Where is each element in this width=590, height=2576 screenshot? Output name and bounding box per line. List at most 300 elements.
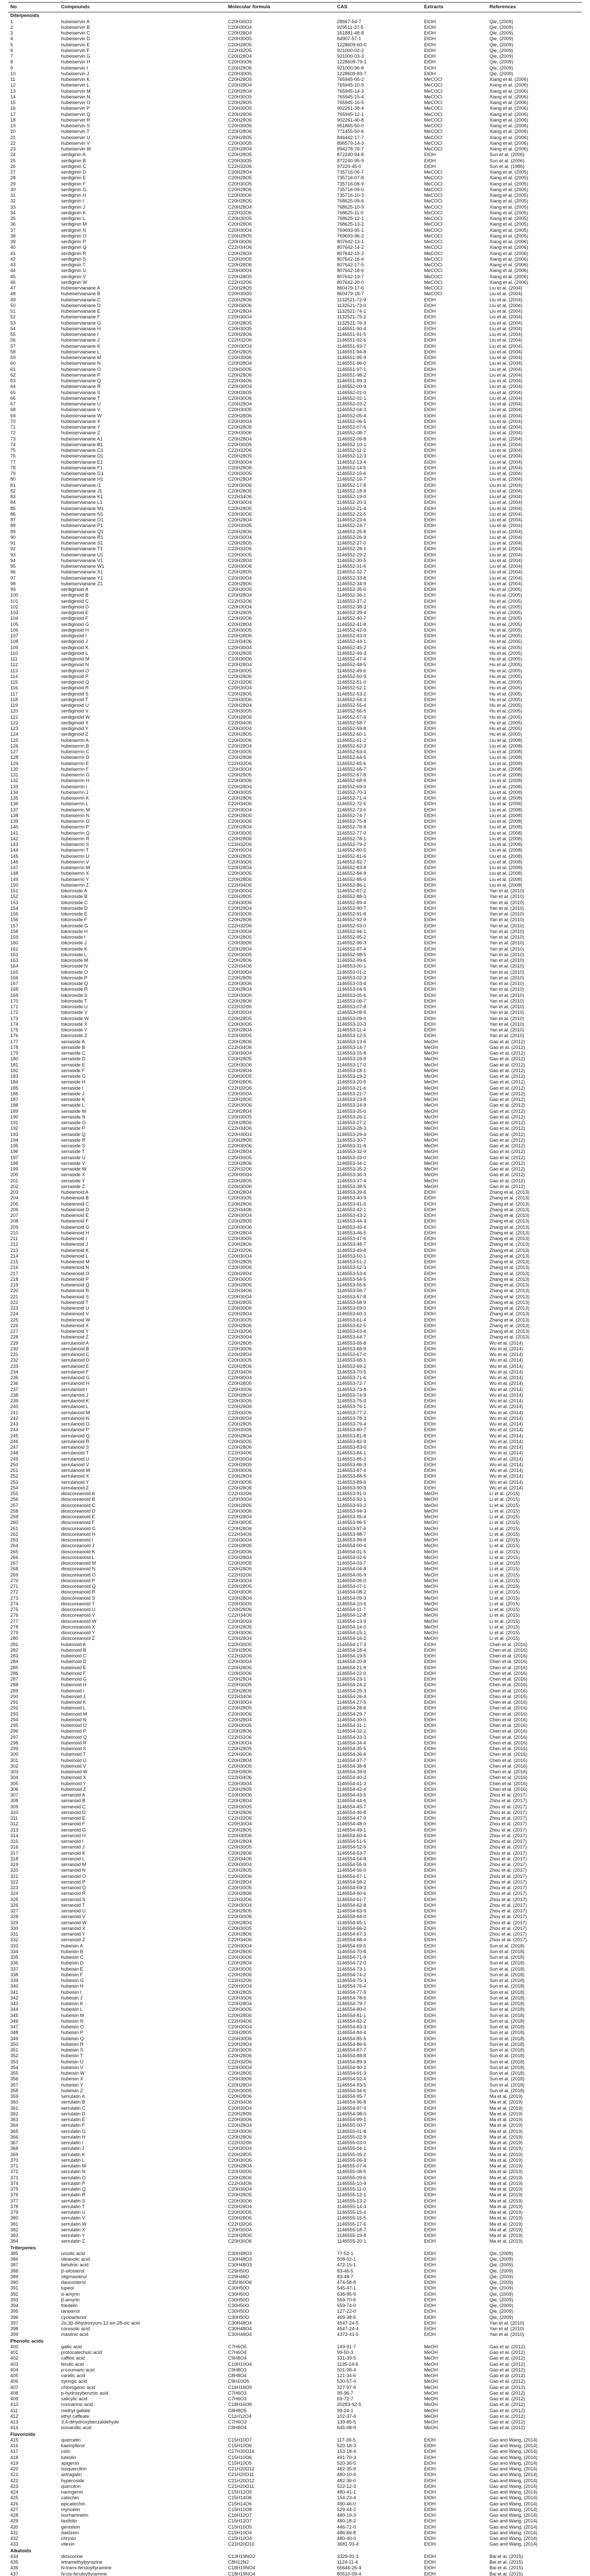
reference: Li et al. (2015) bbox=[489, 1595, 520, 1601]
cas-number: 1146554-82-2 bbox=[336, 2018, 366, 2024]
cas-number: 1146552-76-9 bbox=[336, 824, 366, 830]
compound-name: taraxerol bbox=[61, 2309, 80, 2314]
molecular-formula: C20H28O5 bbox=[228, 1056, 252, 1062]
row-no: 245 bbox=[10, 1433, 19, 1438]
reference: Liu et al. (2008) bbox=[489, 755, 522, 760]
molecular-formula: C22H32O6 bbox=[228, 1816, 252, 1821]
reference: Xiang et al. (2006) bbox=[489, 94, 528, 99]
compound-name: hubeiservin V bbox=[61, 140, 90, 146]
table-row bbox=[8, 1138, 582, 1143]
row-no: 203 bbox=[10, 1190, 19, 1195]
cas-number: 1146553-12-5 bbox=[336, 1033, 366, 1039]
row-no: 146 bbox=[10, 859, 19, 865]
table-row bbox=[8, 2455, 582, 2461]
molecular-formula: C20H30O6 bbox=[228, 2036, 252, 2041]
compound-name: kaempferol bbox=[61, 2443, 85, 2448]
compound-name: hubeiservin K bbox=[61, 77, 90, 82]
compound-name: hubeienoid X bbox=[61, 1323, 89, 1328]
extract: EtOH bbox=[424, 2094, 436, 2099]
molecular-formula: C15H10O5 bbox=[228, 2524, 252, 2530]
cas-number: 1146554-85-5 bbox=[336, 2036, 366, 2041]
table-row bbox=[8, 1155, 582, 1161]
molecular-formula: C22H34O6 bbox=[228, 1450, 252, 1456]
extract: MeOH bbox=[424, 1589, 438, 1595]
table-row bbox=[8, 1566, 582, 1572]
compound-name: tokoroside M bbox=[61, 958, 89, 963]
table-row bbox=[8, 2536, 582, 2541]
reference: Chen et al. (2016) bbox=[489, 1786, 528, 1792]
compound-name: α-amyrin bbox=[61, 2291, 80, 2297]
reference: Sun et al. (2018) bbox=[489, 2053, 525, 2059]
extract: EtOH bbox=[424, 2460, 436, 2466]
cas-number: 1146554-30-0 bbox=[336, 1717, 366, 1722]
molecular-formula: C20H30O6 bbox=[228, 1995, 252, 2001]
reference: Sun et al. (2006) bbox=[489, 158, 525, 163]
table-row bbox=[8, 2396, 582, 2402]
compound-name: hubeiserrin J bbox=[61, 789, 89, 795]
row-no: 14 bbox=[10, 94, 16, 99]
reference: Qie, (2009) bbox=[489, 2303, 513, 2308]
row-no: 93 bbox=[10, 552, 16, 557]
molecular-formula: C20H30O5 bbox=[228, 952, 252, 957]
compound-name: serranoid I bbox=[61, 1839, 84, 1844]
reference: Xiang et al. (2006) bbox=[489, 77, 528, 82]
compound-name: serrulanoid Y bbox=[61, 1479, 89, 1485]
reference: Wu et al. (2014) bbox=[489, 1340, 524, 1346]
table-row bbox=[8, 1473, 582, 1479]
reference: Xiang et al. (2006) bbox=[489, 146, 528, 151]
compound-name: hubeiservin A bbox=[61, 19, 90, 24]
cas-number: 1146554-09-3 bbox=[336, 1595, 366, 1601]
molecular-formula: C22H32O6 bbox=[228, 680, 252, 685]
extract: EtOH bbox=[424, 1010, 436, 1015]
reference: Chen et al. (2016) bbox=[489, 1717, 528, 1722]
extract: MeCOCl bbox=[424, 181, 443, 187]
table-row bbox=[8, 1821, 582, 1827]
molecular-formula: C22H32O6 bbox=[228, 1978, 252, 1983]
compound-name: serranoid X bbox=[61, 1925, 86, 1931]
extract: MeOH bbox=[424, 1178, 438, 1183]
cas-number: 1146554-95-7 bbox=[336, 2094, 366, 2099]
reference: Qie, (2009) bbox=[489, 65, 513, 71]
header-no: No bbox=[8, 3, 59, 12]
table-row bbox=[8, 824, 582, 830]
reference: Xiang et al. (2005) bbox=[489, 193, 528, 198]
table-row bbox=[8, 610, 582, 616]
molecular-formula: C20H28O6 bbox=[228, 1769, 252, 1774]
molecular-formula: C20H30O6 bbox=[228, 1224, 252, 1230]
extract: EtOH bbox=[424, 302, 436, 308]
cas-number: 1146554-90-2 bbox=[336, 2064, 366, 2070]
reference: Chen et al. (2016) bbox=[489, 1653, 528, 1658]
row-no: 23 bbox=[10, 146, 16, 151]
reference: Zhang et al. (2013) bbox=[489, 1213, 530, 1218]
molecular-formula: C30H48O3 bbox=[228, 2250, 252, 2256]
row-no: 379 bbox=[10, 2210, 19, 2215]
compound-name: hubeiservianane P bbox=[61, 372, 100, 378]
molecular-formula: C20H30O6 bbox=[228, 616, 252, 621]
table-row bbox=[8, 425, 582, 430]
molecular-formula: C20H30O5 bbox=[228, 1195, 252, 1201]
row-no: 225 bbox=[10, 1317, 19, 1323]
table-row bbox=[8, 82, 582, 88]
reference: Wu et al. (2014) bbox=[489, 1450, 524, 1456]
molecular-formula: C20H30O6 bbox=[228, 2157, 252, 2163]
row-no: 125 bbox=[10, 737, 19, 743]
row-no: 46 bbox=[10, 279, 16, 285]
extract: EtOH bbox=[424, 2285, 436, 2291]
table-row bbox=[8, 1143, 582, 1149]
cas-number: 1146552-69-0 bbox=[336, 784, 366, 789]
reference: Yan et al. (2010) bbox=[489, 958, 525, 963]
table-row bbox=[8, 813, 582, 819]
extract: EtOH bbox=[424, 1844, 436, 1850]
row-no: 436 bbox=[10, 2565, 19, 2571]
cas-number: 1146555-02-9 bbox=[336, 2134, 366, 2140]
extract: EtOH bbox=[424, 2262, 436, 2268]
compound-name: tokoroside J bbox=[61, 940, 87, 946]
table-row bbox=[8, 344, 582, 349]
extract: EtOH bbox=[424, 616, 436, 621]
compound-name: hubeiservin D bbox=[61, 36, 90, 42]
row-no: 302 bbox=[10, 1763, 19, 1769]
row-no: 47 bbox=[10, 285, 16, 291]
compound-name: tokoroside G bbox=[61, 923, 88, 928]
reference: Liu et al. (2008) bbox=[489, 743, 522, 749]
molecular-formula: C11H12O4 bbox=[228, 2413, 251, 2419]
table-row bbox=[8, 2198, 582, 2204]
compound-name: serranoid F bbox=[61, 1821, 86, 1827]
extract: MeOH bbox=[424, 2396, 438, 2401]
row-no: 95 bbox=[10, 564, 16, 569]
compound-name: serrulanoid W bbox=[61, 1468, 91, 1473]
molecular-formula: C20H30O6 bbox=[228, 1143, 252, 1148]
cas-number: 77-52-1 bbox=[336, 2250, 353, 2256]
cas-number: 1146553-49-8 bbox=[336, 1247, 366, 1253]
cas-number: 1146552-60-1 bbox=[336, 732, 366, 737]
cas-number: 1146554-53-7 bbox=[336, 1850, 366, 1856]
reference: Qie, (2009) bbox=[489, 2268, 513, 2274]
cas-number: 1146552-30-5 bbox=[336, 557, 366, 563]
table-row bbox=[8, 1810, 582, 1816]
cas-number: 1146554-57-1 bbox=[336, 1873, 366, 1879]
cas-number: 1146553-56-7 bbox=[336, 1288, 366, 1294]
molecular-formula: C20H30O6 bbox=[228, 2239, 252, 2244]
cas-number: 1146552-68-9 bbox=[336, 778, 366, 784]
table-row bbox=[8, 1630, 582, 1636]
reference: Chen et al. (2016) bbox=[489, 1740, 528, 1745]
extract: EtOH bbox=[424, 1236, 436, 1241]
cas-number: 1146552-90-7 bbox=[336, 905, 366, 911]
row-no: 395 bbox=[10, 2309, 19, 2314]
extract: MeCOCl bbox=[424, 106, 443, 111]
extract: EtOH bbox=[424, 1978, 436, 1983]
extract: EtOH bbox=[424, 2274, 436, 2279]
table-row bbox=[8, 2129, 582, 2134]
extract: EtOH bbox=[424, 1242, 436, 1247]
molecular-formula: C20H28O4 bbox=[228, 204, 252, 210]
molecular-formula: C20H30O5 bbox=[228, 1844, 252, 1850]
extract: EtOH bbox=[424, 1723, 436, 1728]
extract: EtOH bbox=[424, 1711, 436, 1717]
reference: Qie, (2009) bbox=[489, 59, 513, 65]
reference: Xiang et al. (2006) bbox=[489, 106, 528, 111]
molecular-formula: C20H30O4 bbox=[228, 343, 252, 349]
compound-name: hubeienoid C bbox=[61, 1201, 89, 1207]
table-row bbox=[8, 1984, 582, 1989]
cas-number: 1146553-28-3 bbox=[336, 1126, 366, 1131]
row-no: 182 bbox=[10, 1067, 19, 1073]
cas-number: 20283-92-5 bbox=[336, 2402, 361, 2408]
row-no: 153 bbox=[10, 900, 19, 905]
reference: Li et al. (2015) bbox=[489, 1566, 520, 1572]
table-row bbox=[8, 599, 582, 604]
extract: EtOH bbox=[424, 732, 436, 737]
reference: Sun et al. (2018) bbox=[489, 1978, 525, 1983]
row-no: 109 bbox=[10, 645, 19, 650]
compound-name: hubeiserrin X bbox=[61, 871, 89, 876]
compound-name: hubeinoid G bbox=[61, 1676, 87, 1682]
row-no: 213 bbox=[10, 1247, 19, 1253]
table-row bbox=[8, 1341, 582, 1346]
extract: MeOH bbox=[424, 2344, 438, 2349]
cas-number: 1146552-71-4 bbox=[336, 795, 366, 801]
reference: Sun et al. (2018) bbox=[489, 1989, 525, 1995]
extract: EtOH bbox=[424, 326, 436, 331]
row-no: 389 bbox=[10, 2274, 19, 2279]
molecular-formula: C20H30O4 bbox=[228, 1091, 252, 1096]
cas-number: 1146554-83-3 bbox=[336, 2024, 366, 2029]
reference: Ma et al. (2019) bbox=[489, 2117, 523, 2122]
compound-name: hubeisin U bbox=[61, 2059, 84, 2064]
reference: Yan et al. (2010) bbox=[489, 940, 525, 946]
row-no: 334 bbox=[10, 1948, 19, 1954]
table-row bbox=[8, 245, 582, 250]
row-no: 247 bbox=[10, 1445, 19, 1450]
reference: Zhou et al. (2017) bbox=[489, 1862, 527, 1867]
table-row bbox=[8, 71, 582, 77]
cas-number: 1146554-92-4 bbox=[336, 2076, 366, 2082]
row-no: 62 bbox=[10, 372, 16, 378]
reference: Ma et al. (2019) bbox=[489, 2099, 523, 2105]
compound-name: hubeisin R bbox=[61, 2041, 84, 2047]
table-row bbox=[8, 1074, 582, 1079]
molecular-formula: C20H28O6 bbox=[228, 836, 252, 841]
table-row bbox=[8, 940, 582, 946]
row-no: 370 bbox=[10, 2157, 19, 2163]
reference: Qie, (2009) bbox=[489, 2280, 513, 2285]
table-row bbox=[8, 604, 582, 610]
compound-name: daucosterol bbox=[61, 2280, 86, 2285]
extract: EtOH bbox=[424, 1247, 436, 1253]
compound-name: hubeinoid N bbox=[61, 1717, 87, 1722]
cas-number: 1146553-91-0 bbox=[336, 1491, 366, 1496]
compound-name: hubeiservin P bbox=[61, 106, 90, 111]
molecular-formula: C20H28O4 bbox=[228, 1717, 252, 1722]
row-no: 246 bbox=[10, 1438, 19, 1444]
compound-name: serdiginoid R bbox=[61, 685, 89, 691]
cas-number: 1146554-35-5 bbox=[336, 1746, 366, 1751]
row-no: 54 bbox=[10, 326, 16, 331]
compound-name: tokoroside I bbox=[61, 935, 86, 940]
molecular-formula: C20H28O4 bbox=[228, 1676, 252, 1682]
compound-name: chlorogenic acid bbox=[61, 2384, 96, 2390]
molecular-formula: C22H34O6 bbox=[228, 801, 252, 807]
molecular-formula: C20H28O5 bbox=[228, 772, 252, 777]
molecular-formula: C20H30O5 bbox=[228, 442, 252, 447]
reference: Zhang et al. (2013) bbox=[489, 1323, 530, 1328]
reference: Gao and Wang, (2014) bbox=[489, 2524, 537, 2530]
compound-name: serdiginin M bbox=[61, 222, 87, 227]
extract: MeCOCl bbox=[424, 239, 443, 244]
molecular-formula: C20H28O6 bbox=[228, 529, 252, 534]
row-no: 30 bbox=[10, 187, 16, 192]
row-no: 321 bbox=[10, 1873, 19, 1879]
reference: Liu et al. (2008) bbox=[489, 801, 522, 807]
row-no: 263 bbox=[10, 1537, 19, 1543]
reference: Gao et al. (2012) bbox=[489, 1160, 525, 1166]
cas-number: 1146554-18-4 bbox=[336, 1647, 366, 1653]
extract: MeOH bbox=[424, 2367, 438, 2372]
extract: EtOH bbox=[424, 1821, 436, 1827]
extract: EtOH bbox=[424, 1224, 436, 1230]
extract: MeOH bbox=[424, 1160, 438, 1166]
cas-number: 482-35-9 bbox=[336, 2466, 356, 2471]
row-no: 38 bbox=[10, 233, 16, 239]
extract: MeCOCl bbox=[424, 100, 443, 105]
row-no: 406 bbox=[10, 2379, 19, 2384]
cas-number: 1146554-65-1 bbox=[336, 1920, 366, 1925]
reference: Gao and Wang, (2014) bbox=[489, 2483, 537, 2489]
molecular-formula: C20H30O6 bbox=[228, 2117, 252, 2122]
molecular-formula: C20H30O6 bbox=[228, 2076, 252, 2082]
molecular-formula: C20H30O6 bbox=[228, 1021, 252, 1027]
reference: Liu et al. (2004) bbox=[489, 465, 522, 470]
cas-number: 1146553-18-1 bbox=[336, 1067, 366, 1073]
reference: Hu et al. (2005) bbox=[489, 697, 522, 702]
table-row bbox=[8, 1955, 582, 1960]
row-no: 19 bbox=[10, 123, 16, 128]
reference: Li et al. (2015) bbox=[489, 1601, 520, 1606]
compound-name: hubeisin E bbox=[61, 1966, 83, 1972]
molecular-formula: C7H6O3 bbox=[228, 2396, 247, 2401]
molecular-formula: C20H30O4 bbox=[228, 1294, 252, 1299]
cas-number: 1132521-76-3 bbox=[336, 320, 366, 326]
extract: EtOH bbox=[424, 2524, 436, 2530]
cas-number: 1146555-14-3 bbox=[336, 2204, 366, 2209]
extract: EtOH bbox=[424, 1346, 436, 1351]
extract: EtOH bbox=[424, 2489, 436, 2495]
compound-name: taxifolin bbox=[61, 2518, 77, 2524]
extract: EtOH bbox=[424, 848, 436, 853]
compound-name: hubeiserrin S bbox=[61, 842, 89, 847]
reference: Xiang et al. (2005) bbox=[489, 227, 528, 233]
row-no: 18 bbox=[10, 117, 16, 123]
table-row bbox=[8, 2437, 582, 2443]
cas-number: 1146553-46-5 bbox=[336, 1230, 366, 1235]
molecular-formula: C20H28O5 bbox=[228, 691, 252, 697]
molecular-formula: C20H28O6 bbox=[228, 1242, 252, 1247]
molecular-formula: C20H30O5 bbox=[228, 1966, 252, 1972]
reference: Hu et al. (2005) bbox=[489, 732, 522, 737]
compound-name: friedelin bbox=[61, 2303, 78, 2308]
reference: Gao et al. (2012) bbox=[489, 2384, 525, 2390]
molecular-formula: C30H48O4 bbox=[228, 2326, 252, 2331]
table-row bbox=[8, 2530, 582, 2536]
cas-number: 768625-12-1 bbox=[336, 216, 364, 221]
row-no: 184 bbox=[10, 1079, 19, 1085]
reference: Liu et al. (2004) bbox=[489, 534, 522, 540]
table-row bbox=[8, 1050, 582, 1056]
extract: EtOH bbox=[424, 407, 436, 413]
extract: EtOH bbox=[424, 453, 436, 459]
cas-number: 1146553-92-1 bbox=[336, 1497, 366, 1502]
table-row bbox=[8, 1723, 582, 1728]
compound-name: hubeisin W bbox=[61, 2071, 85, 2076]
compound-name: serrulanoid N bbox=[61, 1415, 90, 1421]
reference: Gao et al. (2012) bbox=[489, 1178, 525, 1183]
extract: EtOH bbox=[424, 604, 436, 609]
reference: Yan et al. (2010) bbox=[489, 998, 525, 1004]
row-no: 350 bbox=[10, 2041, 19, 2047]
extract: EtOH bbox=[424, 1908, 436, 1913]
table-row bbox=[8, 1990, 582, 1995]
reference: Zhou et al. (2017) bbox=[489, 1839, 527, 1844]
row-no: 254 bbox=[10, 1485, 19, 1490]
cas-number: 1146554-62-8 bbox=[336, 1902, 366, 1908]
molecular-formula: C20H30O4 bbox=[228, 726, 252, 731]
reference: Gao and Wang, (2014) bbox=[489, 2530, 537, 2535]
reference: Yan et al. (2010) bbox=[489, 1010, 525, 1015]
extract: EtOH bbox=[424, 1839, 436, 1844]
reference: Liu et al. (2008) bbox=[489, 871, 522, 876]
row-no: 129 bbox=[10, 760, 19, 766]
molecular-formula: C20H28O6 bbox=[228, 2053, 252, 2059]
cas-number: 1135-24-6 bbox=[336, 2361, 359, 2367]
table-row bbox=[8, 1717, 582, 1723]
compound-name: hubeisin B bbox=[61, 1948, 83, 1954]
extract: EtOH bbox=[424, 656, 436, 662]
molecular-formula: C20H28O4 bbox=[228, 1514, 252, 1519]
molecular-formula: C20H30O5 bbox=[228, 1804, 252, 1809]
compound-name: serdiginoid T bbox=[61, 697, 89, 702]
extract: MeOH bbox=[424, 2350, 438, 2355]
row-no: 52 bbox=[10, 314, 16, 320]
reference: Liu et al. (2004) bbox=[489, 326, 522, 331]
row-no: 207 bbox=[10, 1213, 19, 1218]
extract: MeCOCl bbox=[424, 198, 443, 204]
cas-number: 530-57-4 bbox=[336, 2379, 356, 2384]
table-row bbox=[8, 1033, 582, 1039]
molecular-formula: C20H28O4 bbox=[228, 1757, 252, 1763]
cas-number: 1146552-23-6 bbox=[336, 517, 366, 522]
cas-number: 1146551-98-2 bbox=[336, 372, 366, 378]
extract: MeCOCl bbox=[424, 140, 443, 146]
header-compounds: Compounds bbox=[59, 3, 226, 12]
extract: MeCOCl bbox=[424, 175, 443, 181]
table-row bbox=[8, 42, 582, 48]
reference: Qie, (2009) bbox=[489, 2262, 513, 2268]
table-row bbox=[8, 738, 582, 743]
row-no: 64 bbox=[10, 384, 16, 389]
table-row bbox=[8, 349, 582, 355]
row-no: 354 bbox=[10, 2064, 19, 2070]
molecular-formula: C20H28O5 bbox=[228, 1299, 252, 1305]
molecular-formula: C20H30O4 bbox=[228, 1943, 252, 1948]
compound-name: serdiginin K bbox=[61, 210, 86, 215]
table-row bbox=[8, 158, 582, 164]
compound-name: tokoroside V bbox=[61, 1010, 88, 1015]
